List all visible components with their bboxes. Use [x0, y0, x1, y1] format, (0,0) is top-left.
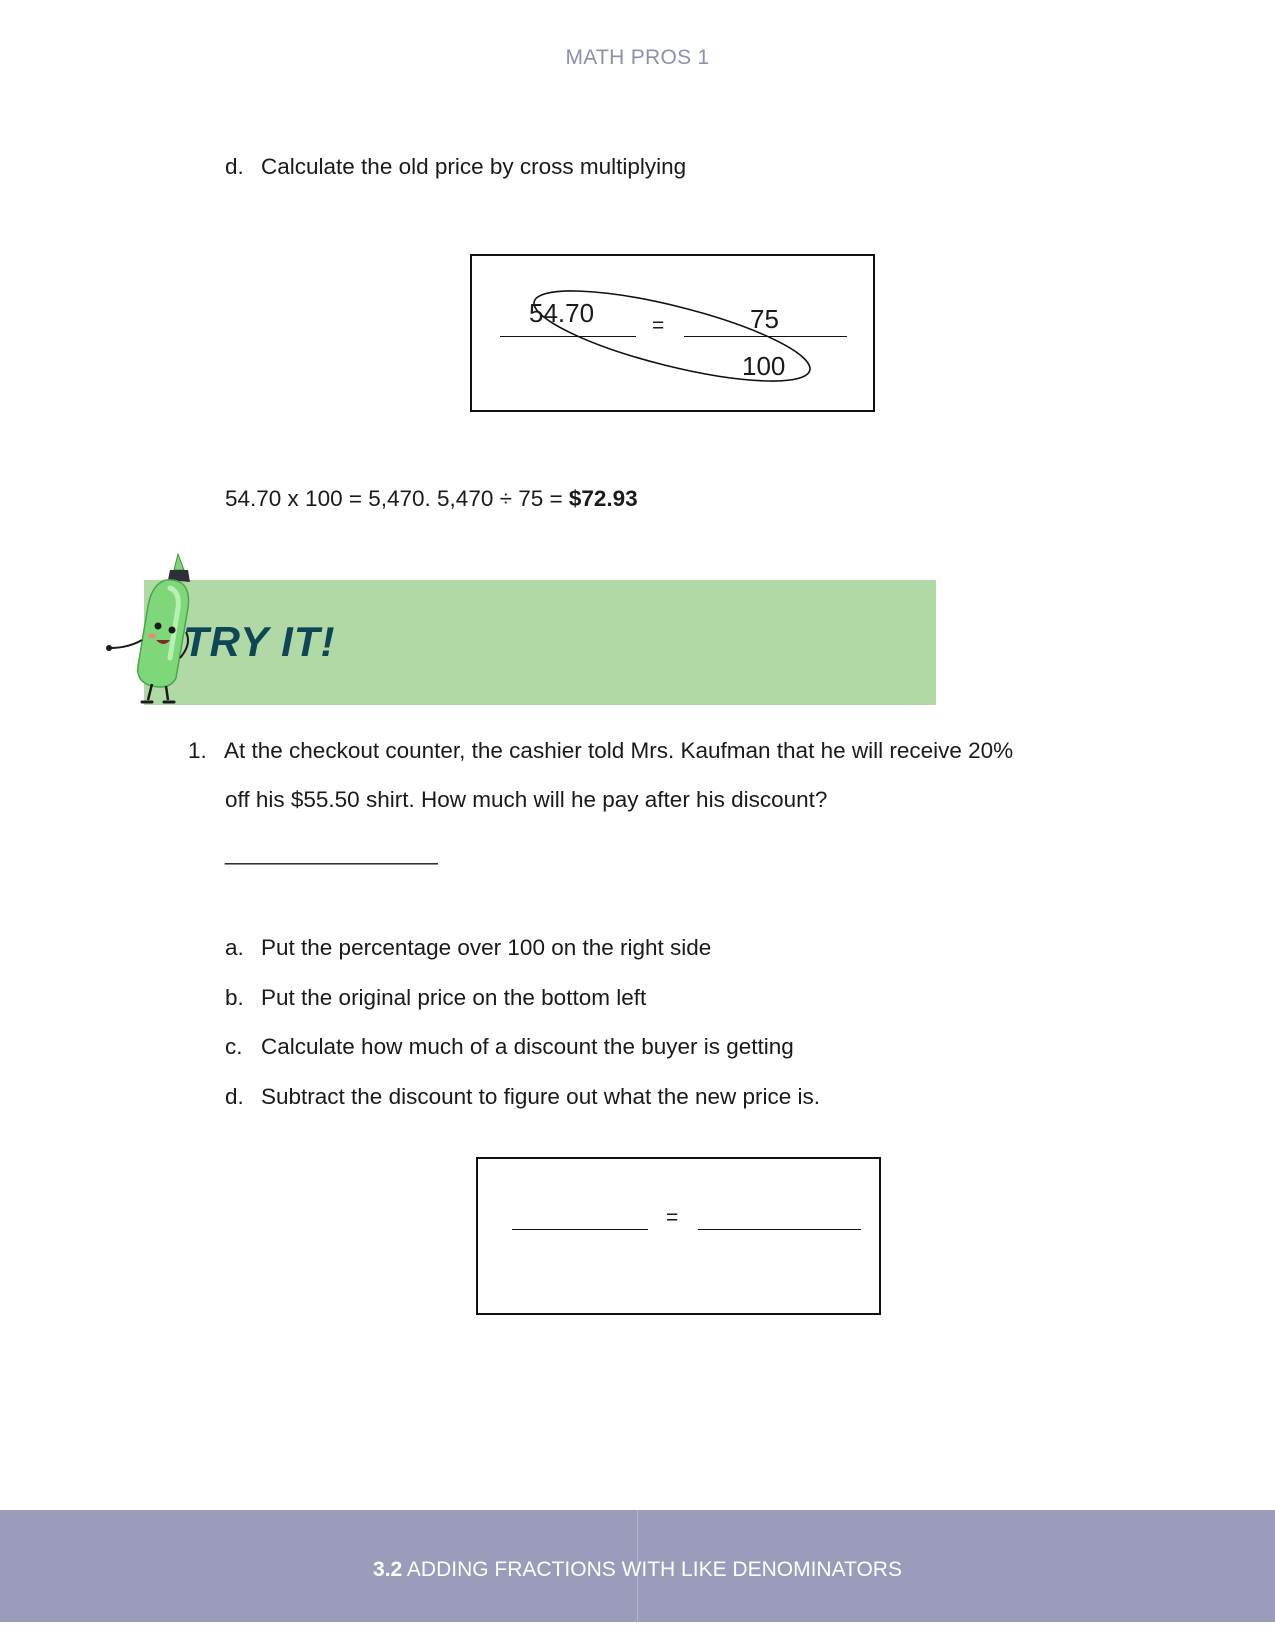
footer-title-text: ADDING FRACTIONS WITH LIKE DENOMINATORS: [402, 1558, 902, 1581]
right-fraction-line: [684, 336, 847, 337]
question-number: 1.: [188, 738, 207, 763]
step-marker: d.: [225, 1084, 244, 1109]
step-text: Put the percentage over 100 on the right side: [261, 935, 712, 960]
calculation-answer: $72.93: [568, 486, 638, 511]
step-text: Calculate the old price by cross multiplying: [261, 154, 687, 179]
right-answer-line[interactable]: [698, 1229, 861, 1230]
step-d-top: [225, 154, 686, 180]
equals-sign: =: [652, 314, 665, 337]
right-denominator: 100: [742, 351, 786, 381]
step-text: Put the original price on the bottom left: [261, 985, 647, 1010]
step-c: [225, 1034, 794, 1060]
step-a: [225, 935, 711, 961]
calculation-text: 54.70 x 100 = 5,470. 5,470 ÷ 75 =: [225, 486, 569, 511]
step-marker: b.: [225, 985, 244, 1010]
footer-section-title: [0, 1558, 1275, 1582]
step-marker: c.: [225, 1034, 243, 1059]
answer-blank[interactable]: _________________: [225, 840, 438, 865]
step-marker: a.: [225, 935, 244, 960]
question-text-line2: off his $55.50 shirt. How much will he pay after his discount?: [225, 787, 828, 812]
step-text: Calculate how much of a discount the buyer is getting: [261, 1034, 794, 1059]
cross-multiply-ellipse: [472, 256, 873, 410]
equals-sign: =: [666, 1206, 679, 1229]
question-text-line1: At the checkout counter, the cashier told Mrs. Kaufman that he will receive 20%: [224, 738, 1014, 763]
step-d: [225, 1084, 820, 1110]
question-1-line1: [188, 738, 1013, 764]
example-fraction-box: [470, 254, 875, 412]
practice-fraction-box: [476, 1157, 881, 1315]
step-text: Subtract the discount to figure out what the new price is.: [261, 1084, 821, 1109]
left-fraction-line: [500, 336, 636, 337]
page-header: MATH PROS 1: [565, 46, 710, 69]
footer-section-number: 3.2: [373, 1558, 403, 1581]
left-answer-line[interactable]: [512, 1229, 648, 1230]
step-marker: d.: [225, 154, 244, 179]
calculation-line: [225, 486, 638, 512]
try-it-heading: TRY IT!: [183, 618, 336, 665]
step-b: [225, 985, 646, 1011]
right-numerator: 75: [750, 304, 779, 334]
left-numerator: 54.70: [529, 298, 595, 328]
